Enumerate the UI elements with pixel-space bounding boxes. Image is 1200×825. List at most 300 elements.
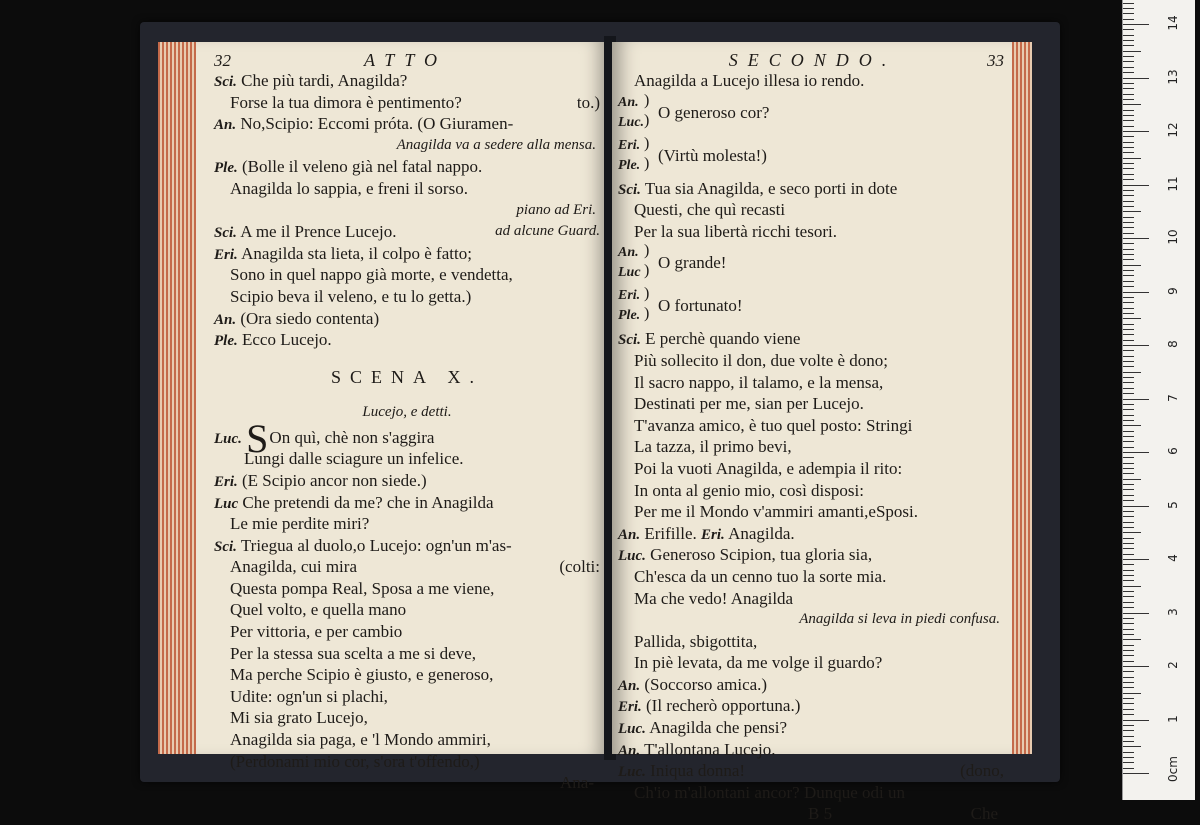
verse-text: (E Scipio ancor non siede.) [242,470,427,490]
brace-mark: ) [644,242,650,260]
ruler-tick [1123,682,1134,683]
ruler-tick [1123,720,1149,721]
ruler-tick [1123,377,1134,378]
speaker-name: Luc. [214,430,242,447]
speaker-name: Luc. [618,764,646,781]
verse-text: Per me il Mondo v'ammiri amanti,eSposi. [634,502,919,522]
ruler-label: 13 [1166,68,1180,85]
verse-line [618,588,1004,610]
ruler-tick [1123,399,1149,400]
ruler-tick [1123,554,1134,555]
speaker-name: Eri. [618,137,641,153]
verse-text: Per la sua libertà ricchi tesori. [634,221,837,241]
verse-text: Le mie perdite miri? [230,514,370,534]
ruler-tick [1123,152,1134,153]
verse-line [618,328,1004,350]
ruler-tick [1123,714,1134,715]
speaker-name: Sci. [214,74,237,90]
verse-line [214,556,600,578]
verse-text: Che più tardi, Anagilda? [241,71,408,90]
ruler-tick [1123,586,1141,587]
right-text-block [618,70,1004,803]
verse-text: Iniqua donna! [650,761,746,781]
verse-text: Più sollecito il don, due volte è dono; [634,350,889,370]
verse-line [618,566,1004,588]
verse-line [618,717,1004,739]
ruler-tick [1123,687,1134,688]
verse-line [214,643,600,665]
verse-text: Destinati per me, sian per Lucejo. [634,394,864,414]
verse-line [214,707,600,729]
ruler-tick [1123,61,1134,62]
left-text-block [214,70,600,351]
signature-mark: B 5 [808,804,833,824]
ruler-tick [1123,56,1134,57]
speaker-name: Luc. [618,721,646,738]
ruler-tick [1123,329,1134,330]
verse-line [618,415,1004,437]
verse-text: (Perdonami mio cor, s'ora t'offendo,) [230,751,480,771]
ruler-tick [1123,29,1134,30]
verse-line [214,92,600,114]
speaker-name: Sci. [618,181,641,198]
ruler-tick [1123,559,1149,560]
ruler-tick [1123,292,1149,293]
ruler-tick [1123,324,1134,325]
ruler-tick [1123,677,1134,678]
speaker-group-line [618,242,1004,285]
line-runover: (colti: [559,557,600,577]
ruler-tick [1123,3,1134,4]
speaker-name: Sci. [214,225,237,242]
speaker-name: Ple. [618,157,641,173]
ruler-tick [1123,522,1134,523]
catchword: Ana- [560,773,594,793]
verse-text: Tua sia Anagilda, e seco porti in dote [644,178,898,198]
verse-text: E perchè quando viene [645,329,801,349]
drop-cap: S [246,415,269,461]
verse-text: On quì, chè non s'aggira [269,427,435,447]
verse-line [214,535,600,557]
ruler-tick [1123,142,1134,143]
verse-line [214,664,600,686]
verse-line [618,739,1004,761]
verse-line [214,578,600,600]
speaker-name: An. [214,117,237,134]
ruler-tick [1123,195,1134,196]
ruler-tick [1123,40,1134,41]
verse-line [214,492,600,514]
speaker-group-line [618,135,1004,178]
ruler-tick [1123,436,1134,437]
scene-title: SCENA X. [330,366,483,387]
speaker-name: Sci. [214,538,237,555]
ruler-label: 11 [1166,175,1180,192]
speaker-name: Luc. [618,114,645,130]
ruler-label: 4 [1166,554,1180,562]
ruler-tick [1123,83,1134,84]
brace-mark: ) [644,262,650,280]
ruler-tick [1123,543,1134,544]
verse-line [214,513,600,535]
ruler-tick [1123,570,1134,571]
ruler-tick [1123,516,1134,517]
verse-text: Triegua al duolo,o Lucejo: ogn'un m'as- [240,535,512,555]
ruler-tick [1123,13,1134,14]
verse-line [214,221,600,243]
ruler-tick [1123,238,1149,239]
ruler-tick [1123,698,1134,699]
speaker-name: An. [618,245,639,261]
verse-text: Anagilda a Lucejo illesa io rendo. [634,71,865,90]
verse-line [214,286,600,308]
ruler-tick [1123,431,1134,432]
ruler-tick [1123,313,1134,314]
ruler-tick [1123,736,1134,737]
ruler-tick [1123,110,1134,111]
ruler-tick [1123,356,1134,357]
ruler-tick [1123,752,1134,753]
line-runover: to.) [576,92,600,112]
ruler-label: 7 [1166,393,1180,402]
ruler-tick [1123,206,1134,207]
verse-text: Sono in quel nappo già morte, e vendetta, [230,265,513,285]
left-text-block-2 [214,415,600,773]
ruler-tick [1123,174,1134,175]
verse-text: Scipio beva il veleno, e tu lo getta.) [230,286,472,306]
speaker-name: Sci. [618,332,641,349]
ruler-tick [1123,452,1149,453]
verse-text: Ch'esca da un cenno tuo la sorte mia. [634,566,887,586]
speaker-name: Ple. [618,308,641,324]
verse-line [214,243,600,265]
page-footer [618,803,1004,825]
ruler-tick [1123,591,1134,592]
ruler-tick [1123,233,1134,234]
ruler-tick [1123,179,1134,180]
running-head: ATTO [363,50,448,70]
verse-text: Udite: ogn'un si plachi, [230,686,388,706]
ruler-label: 9 [1166,286,1180,295]
ruler-tick [1123,500,1134,501]
ruler-tick [1123,286,1134,287]
speaker-name: An. [618,742,641,759]
speaker-name: Ple. [214,333,238,350]
page-number: 32 [214,51,231,70]
ruler-tick [1123,725,1134,726]
ruler-tick [1123,131,1149,132]
ruler-tick [1123,270,1134,271]
verse-line [214,329,600,351]
ruler-tick [1123,404,1134,405]
right-page [612,42,1012,824]
ruler-tick [1123,217,1134,218]
ruler-tick [1123,655,1134,656]
speaker-name: Eri. [214,473,238,490]
verse-text: (Bolle il veleno già nel fatal nappo. [242,157,483,177]
page-edges-right [1010,42,1032,754]
ruler-tick [1123,607,1134,608]
verse-line [618,199,1004,221]
ruler-tick [1123,473,1134,474]
ruler-tick [1123,393,1134,394]
verse-text: Erifille. [644,523,697,543]
verse-line [618,350,1004,372]
ruler-tick [1123,8,1134,9]
ruler-tick [1123,447,1134,448]
ruler-tick [1123,361,1134,362]
ruler-tick [1123,104,1141,105]
ruler-tick [1123,158,1141,159]
ruler-tick [1123,489,1134,490]
verse-text: La tazza, il primo bevi, [634,437,792,457]
verse-line [214,599,600,621]
verse-text: Per la stessa sua scelta a me si deve, [230,643,476,663]
ruler-tick [1123,265,1141,266]
verse-text: Anagilda che pensi? [649,718,788,738]
verse-text: Ch'io m'allontani ancor? Dunque odi un [634,782,905,802]
speaker-name: An. [618,677,641,694]
ruler-tick [1123,511,1134,512]
ruler-tick [1123,302,1134,303]
ruler-tick [1123,575,1134,576]
ruler-tick [1123,72,1134,73]
ruler-tick [1123,78,1149,79]
ruler-tick [1123,259,1134,260]
left-header [214,50,600,70]
verse-text: T'avanza amico, è tuo quel posto: Stringi [634,415,913,435]
ruler-tick [1123,372,1141,373]
verse-text: (Ora siedo contenta) [240,308,380,328]
ruler-tick [1123,623,1134,624]
verse-line [214,264,600,286]
ruler-tick [1123,671,1134,672]
verse-line [214,686,600,708]
verse-text: Poi la vuoti Anagilda, e adempia il rito: [634,458,903,478]
ruler-label: 14 [1166,15,1180,31]
ruler-tick [1123,227,1134,228]
verse-line [214,178,600,200]
speaker-name: Eri. [618,288,641,304]
ruler-tick [1123,693,1141,694]
ruler-tick [1123,163,1134,164]
verse-text: (Soccorso amica.) [644,674,768,694]
brace-mark: ) [644,305,650,323]
verse-line [618,501,1004,523]
left-page [196,42,608,793]
brace-mark: ) [644,154,650,172]
speaker-name: Luc. [618,548,646,565]
speaker-name: An. [214,311,237,328]
ruler-tick [1123,773,1149,774]
ruler-label: 2 [1166,661,1180,669]
ruler-tick [1123,757,1134,758]
ruler-tick [1123,88,1134,89]
ruler-tick [1123,580,1134,581]
ruler-tick [1123,211,1141,212]
verse-text: Anagilda. [728,523,795,543]
ruler-tick [1123,457,1134,458]
verse-text: Che pretendi da me? che in Anagilda [242,492,494,512]
ruler-tick [1123,618,1134,619]
verse-line [618,695,1004,717]
verse-line [618,760,1004,782]
ruler-tick [1123,24,1149,25]
verse-text: In piè levata, da me volge il guardo? [634,653,883,673]
ruler-label: 5 [1166,500,1180,509]
ruler-tick [1123,190,1134,191]
ruler-tick [1123,388,1134,389]
catchword: Che [970,804,998,824]
verse-text: Ma perche Scipio è giusto, e generoso, [230,665,494,685]
ruler-tick [1123,249,1134,250]
verse-text: Quel volto, e quella mano [230,600,407,620]
ruler-tick [1123,67,1134,68]
speaker-name: Luc [214,495,239,512]
ruler-tick [1123,409,1134,410]
stage-direction: Anagilda va a sedere alla mensa. [396,136,596,153]
verse-line [618,70,1004,92]
scene-subtitle: Lucejo, e detti. [362,403,452,420]
ruler-tick [1123,602,1134,603]
brace-mark: ) [644,111,650,129]
running-head: SECONDO. [728,50,897,70]
verse-line [618,652,1004,674]
ruler-tick [1123,661,1134,662]
verse-line [214,113,600,135]
ruler-tick [1123,768,1134,769]
verse-text: (Il recherò opportuna.) [646,696,801,716]
verse-text: Questi, che quì recasti [634,200,786,220]
ruler-tick [1123,495,1134,496]
verse-line [618,782,1004,804]
ruler-tick [1123,243,1134,244]
ruler-tick [1123,484,1134,485]
ruler-tick [1123,185,1149,186]
ruler-tick [1123,634,1134,635]
verse-text: Anagilda sta lieta, il colpo è fatto; [241,243,472,263]
verse-line [618,458,1004,480]
brace-mark: ) [644,285,650,303]
ruler-label: 0cm [1166,756,1180,782]
verse-line [214,470,600,492]
measuring-ruler [1122,0,1195,800]
verse-line [618,674,1004,696]
page-edges-left [158,42,196,754]
verse-text: A me il Prence Lucejo. [240,222,397,242]
speaker-name: Eri. [701,526,725,543]
ruler-tick [1123,741,1134,742]
speaker-group-line [618,92,1004,135]
ruler-label: 8 [1166,340,1180,348]
ruler-tick [1123,297,1134,298]
ruler-tick [1123,613,1149,614]
verse-text: Pallida, sbigottita, [634,631,758,651]
ruler-tick [1123,527,1134,528]
speaker-name: An. [618,526,641,543]
verse-text: Generoso Scipion, tua gloria sia, [650,545,873,565]
ruler-tick [1123,629,1134,630]
verse-text: Questa pompa Real, Sposa a me viene, [230,578,495,598]
verse-text: No,Scipio: Eccomi próta. (O Giuramen- [240,114,514,134]
verse-line [214,70,600,92]
ruler-tick [1123,596,1134,597]
verse-line [214,751,600,773]
verse-line [214,448,600,470]
ruler-tick [1123,340,1134,341]
verse-text: Ecco Lucejo. [242,330,332,350]
stage-direction: Anagilda si leva in piedi confusa. [799,611,1000,628]
verse-text: Anagilda sia paga, e 'l Mondo ammiri, [230,730,491,750]
verse-text: Anagilda lo sappia, e freni il sorso. [230,178,468,198]
ruler-tick [1123,703,1134,704]
verse-text: Per vittoria, e per cambio [230,622,403,642]
page-number: 33 [986,51,1004,70]
ruler-tick [1123,639,1141,640]
verse-text: Lungi dalle sciagure un infelice. [244,449,464,469]
ruler-tick [1123,506,1149,507]
ruler-tick [1123,318,1141,319]
ruler-tick [1123,425,1141,426]
verse-line [618,544,1004,566]
line-runover: (dono, [960,761,1004,781]
ruler-tick [1123,115,1134,116]
verse-text: Il sacro nappo, il talamo, e la mensa, [634,372,884,392]
verse-line [214,156,600,178]
ruler-tick [1123,762,1134,763]
ruler-tick [1123,420,1134,421]
speaker-name: Eri. [618,699,642,716]
verse-text: In onta al genio mio, così disposi: [634,480,864,500]
ruler-label: 10 [1166,229,1180,245]
ruler-tick [1123,746,1141,747]
ruler-tick [1123,350,1134,351]
stage-direction: piano ad Eri. [516,201,596,218]
ruler-tick [1123,345,1149,346]
verse-line [618,480,1004,502]
speaker-group-line [618,285,1004,328]
verse-text: Forse la tua dimora è pentimento? [230,92,462,112]
ruler-tick [1123,334,1134,335]
ruler-tick [1123,308,1134,309]
ruler-tick [1123,201,1134,202]
ruler-tick [1123,35,1134,36]
ruler-tick [1123,463,1134,464]
verse-line [214,308,600,330]
speaker-name: Eri. [214,246,238,263]
verse-line [214,729,600,751]
verse-text: T'allontana Lucejo. [644,739,776,759]
verse-text: O grande! [658,253,727,273]
ruler-tick [1123,51,1141,52]
ruler-tick [1123,538,1134,539]
ruler-tick [1123,254,1134,255]
ruler-tick [1123,415,1134,416]
ruler-tick [1123,147,1134,148]
ruler-tick [1123,126,1134,127]
verse-line [618,631,1004,653]
ruler-tick [1123,94,1134,95]
ruler-tick [1123,366,1134,367]
verse-line [618,393,1004,415]
ruler-label: 12 [1166,122,1180,138]
ruler-tick [1123,709,1134,710]
verse-line [214,621,600,643]
speaker-name: Luc [618,265,641,281]
ruler-label: 3 [1166,607,1180,616]
verse-text: Anagilda, cui mira [230,557,357,577]
ruler-tick [1123,120,1134,121]
